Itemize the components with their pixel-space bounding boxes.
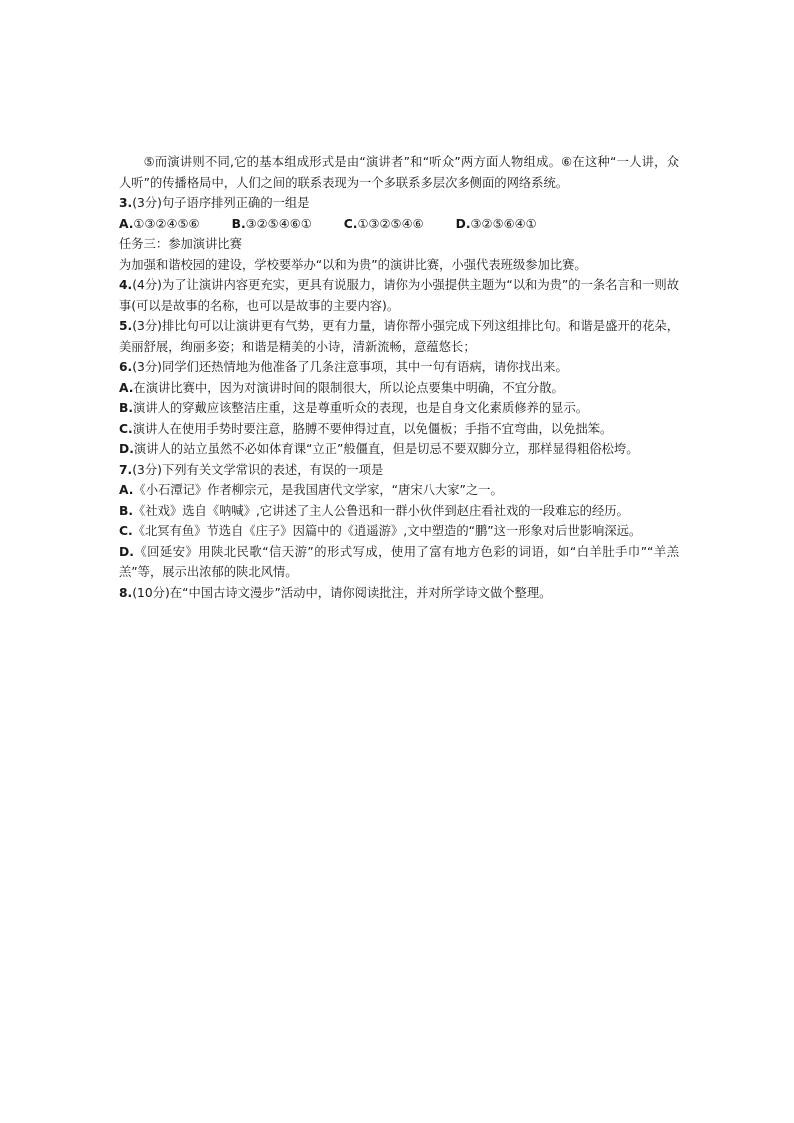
question-3-number: 3. [119, 196, 133, 210]
q6-option-c: C.演讲人在使用手势时要注意，胳膊不要伸得过直，以免僵板；手指不宜弯曲，以免拙笨。 [119, 421, 613, 436]
question-4-text: (4分)为了让演讲内容更充实，更具有说服力，请你为小强提供主题为“以和为贵”的一条名言和一则故事(可以是故事的名称，也可以是故事的主要内容)。 [119, 278, 679, 313]
question-3-text: (3分)句子语序排列正确的一组是 [132, 196, 310, 210]
question-8-number: 8. [119, 585, 133, 600]
q3-option-c: C.①③②⑤④⑥ [343, 216, 424, 231]
question-8-text: (10分)在“中国古诗文漫步”活动中，请你阅读批注，并对所学诗文做个整理。 [132, 585, 552, 600]
question-4 [119, 275, 679, 316]
question-6 [119, 357, 679, 378]
q7-option-a: A.《小石潭记》作者柳宗元，是我国唐代文学家，“唐宋八大家”之一。 [119, 483, 503, 497]
question-5 [119, 316, 679, 357]
question-3-options [119, 214, 679, 235]
q7-option-d: D.《回延安》用陕北民歌“信天游”的形式写成，使用了富有地方色彩的词语，如“白羊肚手巾”“羊羔羔”等，展示出浓郁的陕北风情。 [119, 544, 679, 579]
q3-option-b: B.③②⑤④⑥① [231, 216, 312, 231]
question-6-number: 6. [119, 360, 133, 374]
q7-option-c: C.《北冥有鱼》节选自《庄子》因篇中的《逍遥游》,文中塑造的“鹏”这一形象对后世影响深远。 [119, 524, 642, 538]
question-7-text: (3分)下列有关文学常识的表述，有误的一项是 [132, 462, 384, 477]
q3-option-a: A.①③②④⑤⑥ [119, 216, 200, 231]
q6-option-b: B.演讲人的穿戴应该整洁庄重，这是尊重听众的表现，也是自身文化素质修养的显示。 [119, 401, 589, 415]
question-8 [119, 583, 679, 604]
question-5-number: 5. [119, 319, 133, 333]
document-page [119, 152, 679, 603]
q7-option-b: B.《社戏》选自《呐喊》,它讲述了主人公鲁迅和一群小伙伴到赵庄看社戏的一段难忘的经历。 [119, 503, 629, 518]
question-5-text: (3分)排比句可以让演讲更有气势，更有力量，请你帮小强完成下列这组排比句。和谐是盛开的花朵，美丽舒展，绚丽多姿；和谐是精美的小诗，清新流畅，意蕴悠长； [119, 319, 679, 354]
task-3-intro: 为加强和谐校园的建设，学校要举办“以和为贵”的演讲比赛，小强代表班级参加比赛。 [119, 257, 587, 272]
question-3 [119, 193, 679, 214]
q3-option-d: D.③②⑤⑥④① [455, 216, 537, 231]
task-3-title: 任务三：参加演讲比赛 [119, 237, 242, 251]
q6-option-a: A.在演讲比赛中，因为对演讲时间的限制很大，所以论点要集中明确，不宜分散。 [119, 380, 564, 395]
question-7-number: 7. [119, 462, 133, 477]
question-4-number: 4. [119, 278, 133, 292]
q6-option-d: D.演讲人的站立虽然不必如体育课“立正”般僵直，但是切忌不要双脚分立，那样显得粗俗松垮。 [119, 442, 639, 456]
question-6-text: (3分)同学们还热情地为他准备了几条注意事项，其中一句有语病，请你找出来。 [132, 360, 568, 374]
question-7 [119, 460, 679, 481]
passage-paragraph: ⑤而演讲则不同,它的基本组成形式是由“演讲者”和“听众”两方面人物组成。⑥在这种“一人讲，众人听”的传播格局中，人们之间的联系表现为一个多联系多层次多侧面的网络系统。 [119, 155, 679, 190]
